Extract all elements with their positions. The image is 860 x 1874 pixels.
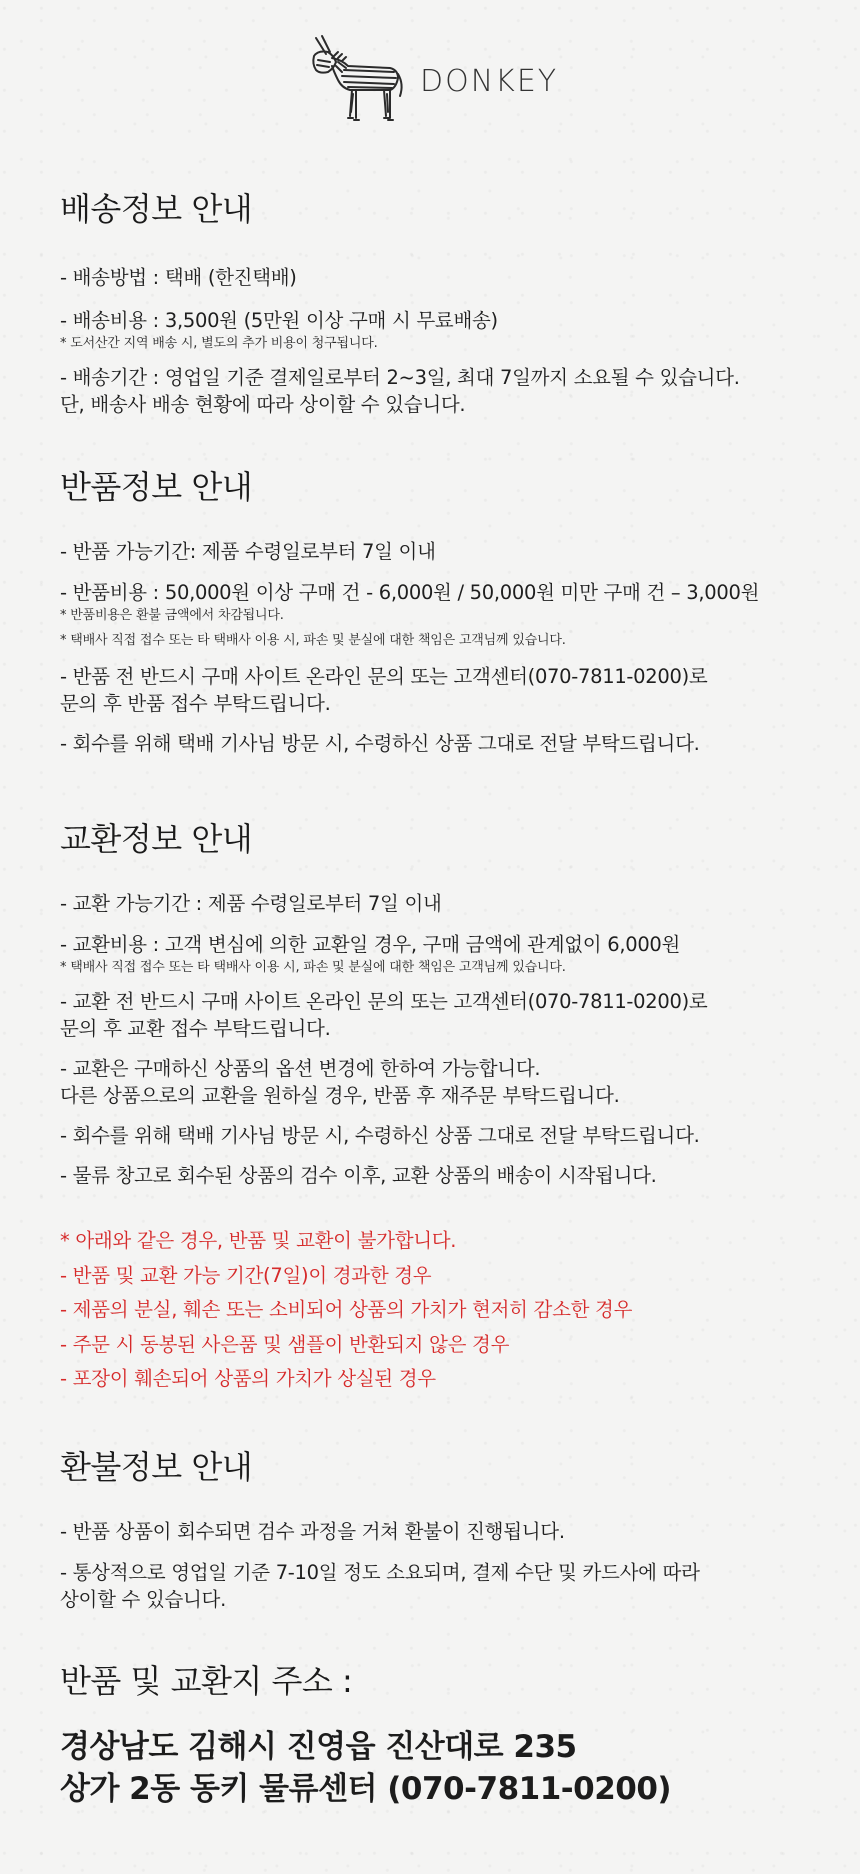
restriction-item: - 주문 시 동봉된 사은품 및 샘플이 반환되지 않은 경우 [60, 1332, 510, 1356]
shipping-cost-note: * 도서산간 지역 배송 시, 별도의 추가 비용이 청구됩니다. [60, 336, 378, 351]
exchange-note-liability: * 택배사 직접 접수 또는 타 택배사 이용 시, 파손 및 분실에 대한 책임은 고객님께 있습니다. [60, 960, 566, 975]
exchange-pickup: - 회수를 위해 택배 기사님 방문 시, 수령하신 상품 그대로 전달 부탁드립니다. [60, 1124, 700, 1147]
brand-name: DONKEY [420, 63, 559, 99]
returns-pickup: - 회수를 위해 택배 기사님 방문 시, 수령하신 상품 그대로 전달 부탁드립니다. [60, 732, 700, 755]
address-title: 반품 및 교환지 주소 : [60, 1662, 353, 1700]
address-line-2: 상가 2동 동키 물류센터 (070-7811-0200) [60, 1771, 672, 1807]
exchange-contact: - 교환 전 반드시 구매 사이트 온라인 문의 또는 고객센터(070-7811-0200)로 문의 후 교환 접수 부탁드립니다. [60, 990, 708, 1040]
exchange-section [60, 814, 820, 1189]
exchange-option: - 교환은 구매하신 상품의 옵션 변경에 한하여 가능합니다. 다른 상품으로의 교환을 원하실 경우, 반품 후 재주문 부탁드립니다. [60, 1057, 620, 1107]
restriction-item: - 반품 및 교환 가능 기간(7일)이 경과한 경우 [60, 1263, 432, 1287]
restrictions-section [60, 1224, 820, 1397]
restrictions-heading: * 아래와 같은 경우, 반품 및 교환이 불가합니다. [60, 1229, 457, 1252]
returns-section [60, 462, 820, 757]
restriction-item: - 포장이 훼손되어 상품의 가치가 상실된 경우 [60, 1367, 436, 1390]
shipping-section [60, 184, 820, 418]
returns-period: - 반품 가능기간: 제품 수령일로부터 7일 이내 [60, 540, 436, 563]
returns-note-liability: * 택배사 직접 접수 또는 타 택배사 이용 시, 파손 및 분실에 대한 책임은 고객님께 있습니다. [60, 633, 566, 648]
shipping-period: - 배송기간 : 영업일 기준 결제일로부터 2~3일, 최대 7일까지 소요될 수 있습니다. 단, 배송사 배송 현황에 따라 상이할 수 있습니다. [60, 366, 740, 416]
restriction-item: - 제품의 분실, 훼손 또는 소비되어 상품의 가치가 현저히 감소한 경우 [60, 1298, 633, 1321]
refund-process: - 반품 상품이 회수되면 검수 과정을 거쳐 환불이 진행됩니다. [60, 1520, 565, 1543]
exchange-cost: - 교환비용 : 고객 변심에 의한 교환일 경우, 구매 금액에 관계없이 6,000원 [60, 933, 681, 956]
returns-cost: - 반품비용 : 50,000원 이상 구매 건 - 6,000원 / 50,000원 미만 구매 건 – 3,000원 [60, 581, 760, 604]
exchange-title: 교환정보 안내 [60, 820, 253, 858]
address-section [60, 1656, 820, 1810]
brand-logo[interactable] [308, 32, 558, 130]
returns-contact: - 반품 전 반드시 구매 사이트 온라인 문의 또는 고객센터(070-7811-0200)로 문의 후 반품 접수 부탁드립니다. [60, 665, 708, 715]
returns-note-deduction: * 반품비용은 환불 금액에서 차감됩니다. [60, 608, 284, 623]
exchange-inspection: - 물류 창고로 회수된 상품의 검수 이후, 교환 상품의 배송이 시작됩니다. [60, 1164, 657, 1187]
returns-title: 반품정보 안내 [60, 468, 253, 506]
shipping-title: 배송정보 안내 [60, 190, 253, 228]
refund-title: 환불정보 안내 [60, 1448, 253, 1486]
shipping-cost: - 배송비용 : 3,500원 (5만원 이상 구매 시 무료배송) [60, 309, 498, 332]
donkey-icon [308, 32, 406, 130]
address-line-1: 경상남도 김해시 진영읍 진산대로 235 [60, 1729, 577, 1765]
exchange-period: - 교환 가능기간 : 제품 수령일로부터 7일 이내 [60, 892, 442, 915]
refund-section [60, 1442, 820, 1613]
refund-timing: - 통상적으로 영업일 기준 7-10일 정도 소요되며, 결제 수단 및 카드사에 따라 상이할 수 있습니다. [60, 1561, 700, 1611]
shipping-method: - 배송방법 : 택배 (한진택배) [60, 266, 297, 289]
